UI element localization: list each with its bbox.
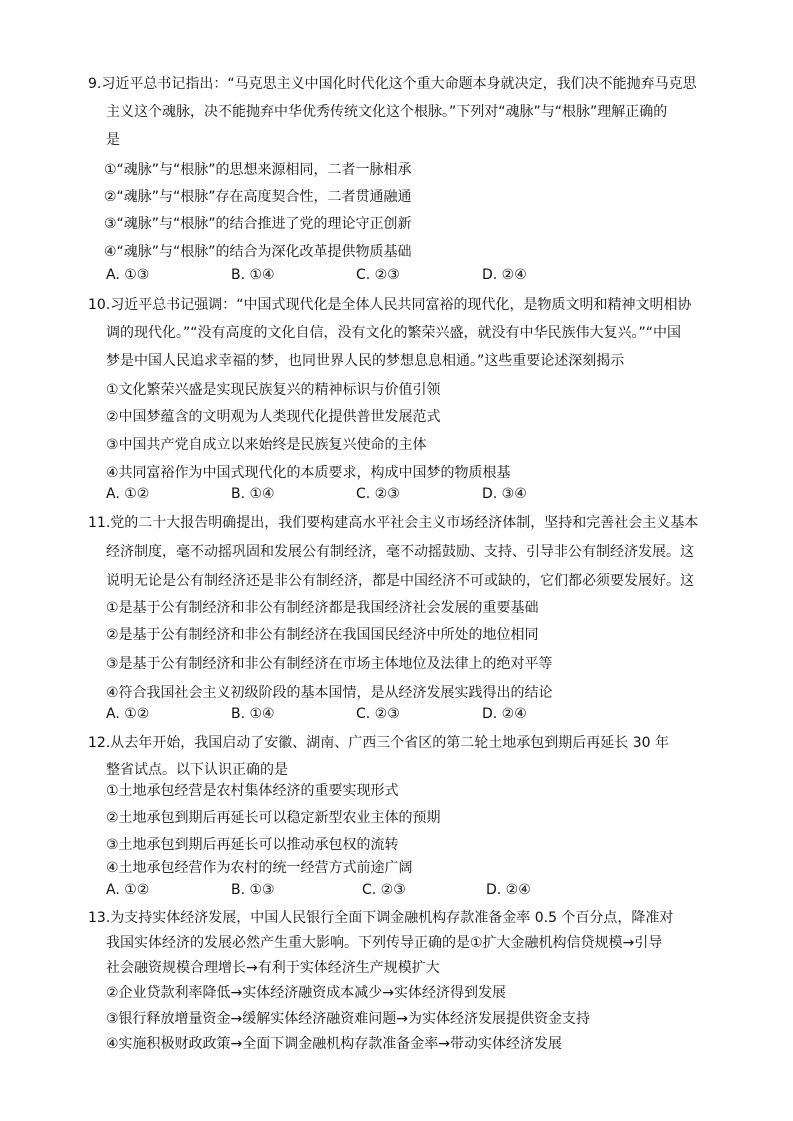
option-d[interactable]: D. ②④	[482, 706, 527, 722]
question-10-line-3: 梦是中国人民追求幸福的梦，也同世界人民的梦想息息相通。”这些重要论述深刻揭示	[106, 353, 625, 369]
statement: ④土地承包经营作为农村的统一经营方式前途广阔	[106, 860, 413, 876]
option-c[interactable]: C. ②③	[356, 486, 400, 502]
statement: ①文化繁荣兴盛是实现民族复兴的精神标识与价值引领	[106, 382, 441, 398]
question-10-line-1: 10.习近平总书记强调：“中国式现代化是全体人民共同富裕的现代化，是物质文明和精神文明相协	[88, 297, 692, 313]
question-9-line-1: 9.习近平总书记指出：“马克思主义中国化时代化这个重大命题本身就决定，我们决不能抛弃马克思	[88, 76, 697, 92]
option-a[interactable]: A. ①②	[106, 706, 150, 722]
statement: ①是基于公有制经济和非公有制经济都是我国经济社会发展的重要基础	[106, 600, 539, 616]
question-11-line-1: 11.党的二十大报告明确提出，我们要构建高水平社会主义市场经济体制，坚持和完善社会主义基本	[88, 515, 699, 531]
option-a[interactable]: A. ①②	[106, 882, 150, 898]
statement: ④符合我国社会主义初级阶段的基本国情，是从经济发展实践得出的结论	[106, 685, 553, 701]
statement: ①土地承包经营是农村集体经济的重要实现形式	[106, 783, 399, 799]
question-number: 11.	[88, 515, 111, 531]
statement: ④实施积极财政政策→全面下调金融机构存款准备金率→带动实体经济发展	[106, 1036, 563, 1052]
option-b[interactable]: B. ①④	[231, 706, 275, 722]
question-9-line-3: 是	[106, 132, 120, 148]
question-9-line-2: 主义这个魂脉，决不能抛弃中华优秀传统文化这个根脉。”下列对“魂脉”与“根脉”理解正确的	[106, 104, 668, 120]
statement: ③“魂脉”与“根脉”的结合推进了党的理论守正创新	[104, 216, 412, 232]
statement: ②“魂脉”与“根脉”存在高度契合性，二者贯通融通	[104, 189, 412, 205]
statement: ④“魂脉”与“根脉”的结合为深化改革提供物质基础	[104, 244, 412, 260]
statement: ③土地承包到期后再延长可以推动承包权的流转	[106, 837, 399, 853]
option-b[interactable]: B. ①④	[231, 486, 275, 502]
statement: ③银行释放增量资金→缓解实体经济融资难问题→为实体经济发展提供资金支持	[106, 1011, 591, 1027]
option-a[interactable]: A. ①②	[106, 486, 150, 502]
option-d[interactable]: D. ②④	[486, 882, 531, 898]
statement: ②是基于公有制经济和非公有制经济在我国国民经济中所处的地位相同	[106, 627, 539, 643]
statement: ②中国梦蕴含的文明观为人类现代化提供普世发展范式	[106, 409, 441, 425]
question-12-line-1: 12.从去年开始，我国启动了安徽、湖南、广西三个省区的第二轮土地承包到期后再延长 30 年	[88, 735, 669, 751]
statement: ①“魂脉”与“根脉”的思想来源相同，二者一脉相承	[104, 162, 412, 178]
question-11-line-2: 经济制度，毫不动摇巩固和发展公有制经济，毫不动摇鼓励、支持、引导非公有制经济发展。这	[106, 544, 694, 560]
question-number: 10.	[88, 297, 111, 313]
question-12-line-2: 整省试点。以下认识正确的是	[106, 762, 288, 778]
question-number: 9.	[88, 76, 102, 92]
statement: ②企业贷款利率降低→实体经济融资成本减少→实体经济得到发展	[106, 985, 507, 1001]
option-b[interactable]: B. ①③	[231, 882, 275, 898]
statement: ②土地承包到期后再延长可以稳定新型农业主体的预期	[106, 810, 441, 826]
question-13-line-3: 社会融资规模合理增长→有利于实体经济生产规模扩大	[106, 960, 440, 976]
statement: ③中国共产党自成立以来始终是民族复兴使命的主体	[106, 437, 427, 453]
question-number: 13.	[88, 910, 111, 926]
question-11-line-3: 说明无论是公有制经济还是非公有制经济，都是中国经济不可或缺的，它们都必须要发展好。这	[106, 573, 694, 589]
statement: ③是基于公有制经济和非公有制经济在市场主体地位及法律上的绝对平等	[106, 656, 553, 672]
question-number: 12.	[88, 735, 111, 751]
option-c[interactable]: C. ②③	[362, 882, 406, 898]
option-c[interactable]: C. ②③	[356, 267, 400, 283]
question-10-line-2: 调的现代化。”“没有高度的文化自信，没有文化的繁荣兴盛，就没有中华民族伟大复兴。”“中国	[106, 325, 682, 341]
option-a[interactable]: A. ①③	[106, 267, 150, 283]
option-c[interactable]: C. ②③	[356, 706, 400, 722]
question-13-line-1: 13.为支持实体经济发展，中国人民银行全面下调金融机构存款准备金率 0.5 个百分点，降准对	[88, 910, 674, 926]
option-d[interactable]: D. ②④	[482, 267, 527, 283]
option-b[interactable]: B. ①④	[231, 267, 275, 283]
option-d[interactable]: D. ③④	[482, 486, 527, 502]
question-13-line-2: 我国实体经济的发展必然产生重大影响。下列传导正确的是①扩大金融机构信贷规模→引导	[106, 935, 663, 951]
statement: ④共同富裕作为中国式现代化的本质要求，构成中国梦的物质根基	[106, 465, 511, 481]
